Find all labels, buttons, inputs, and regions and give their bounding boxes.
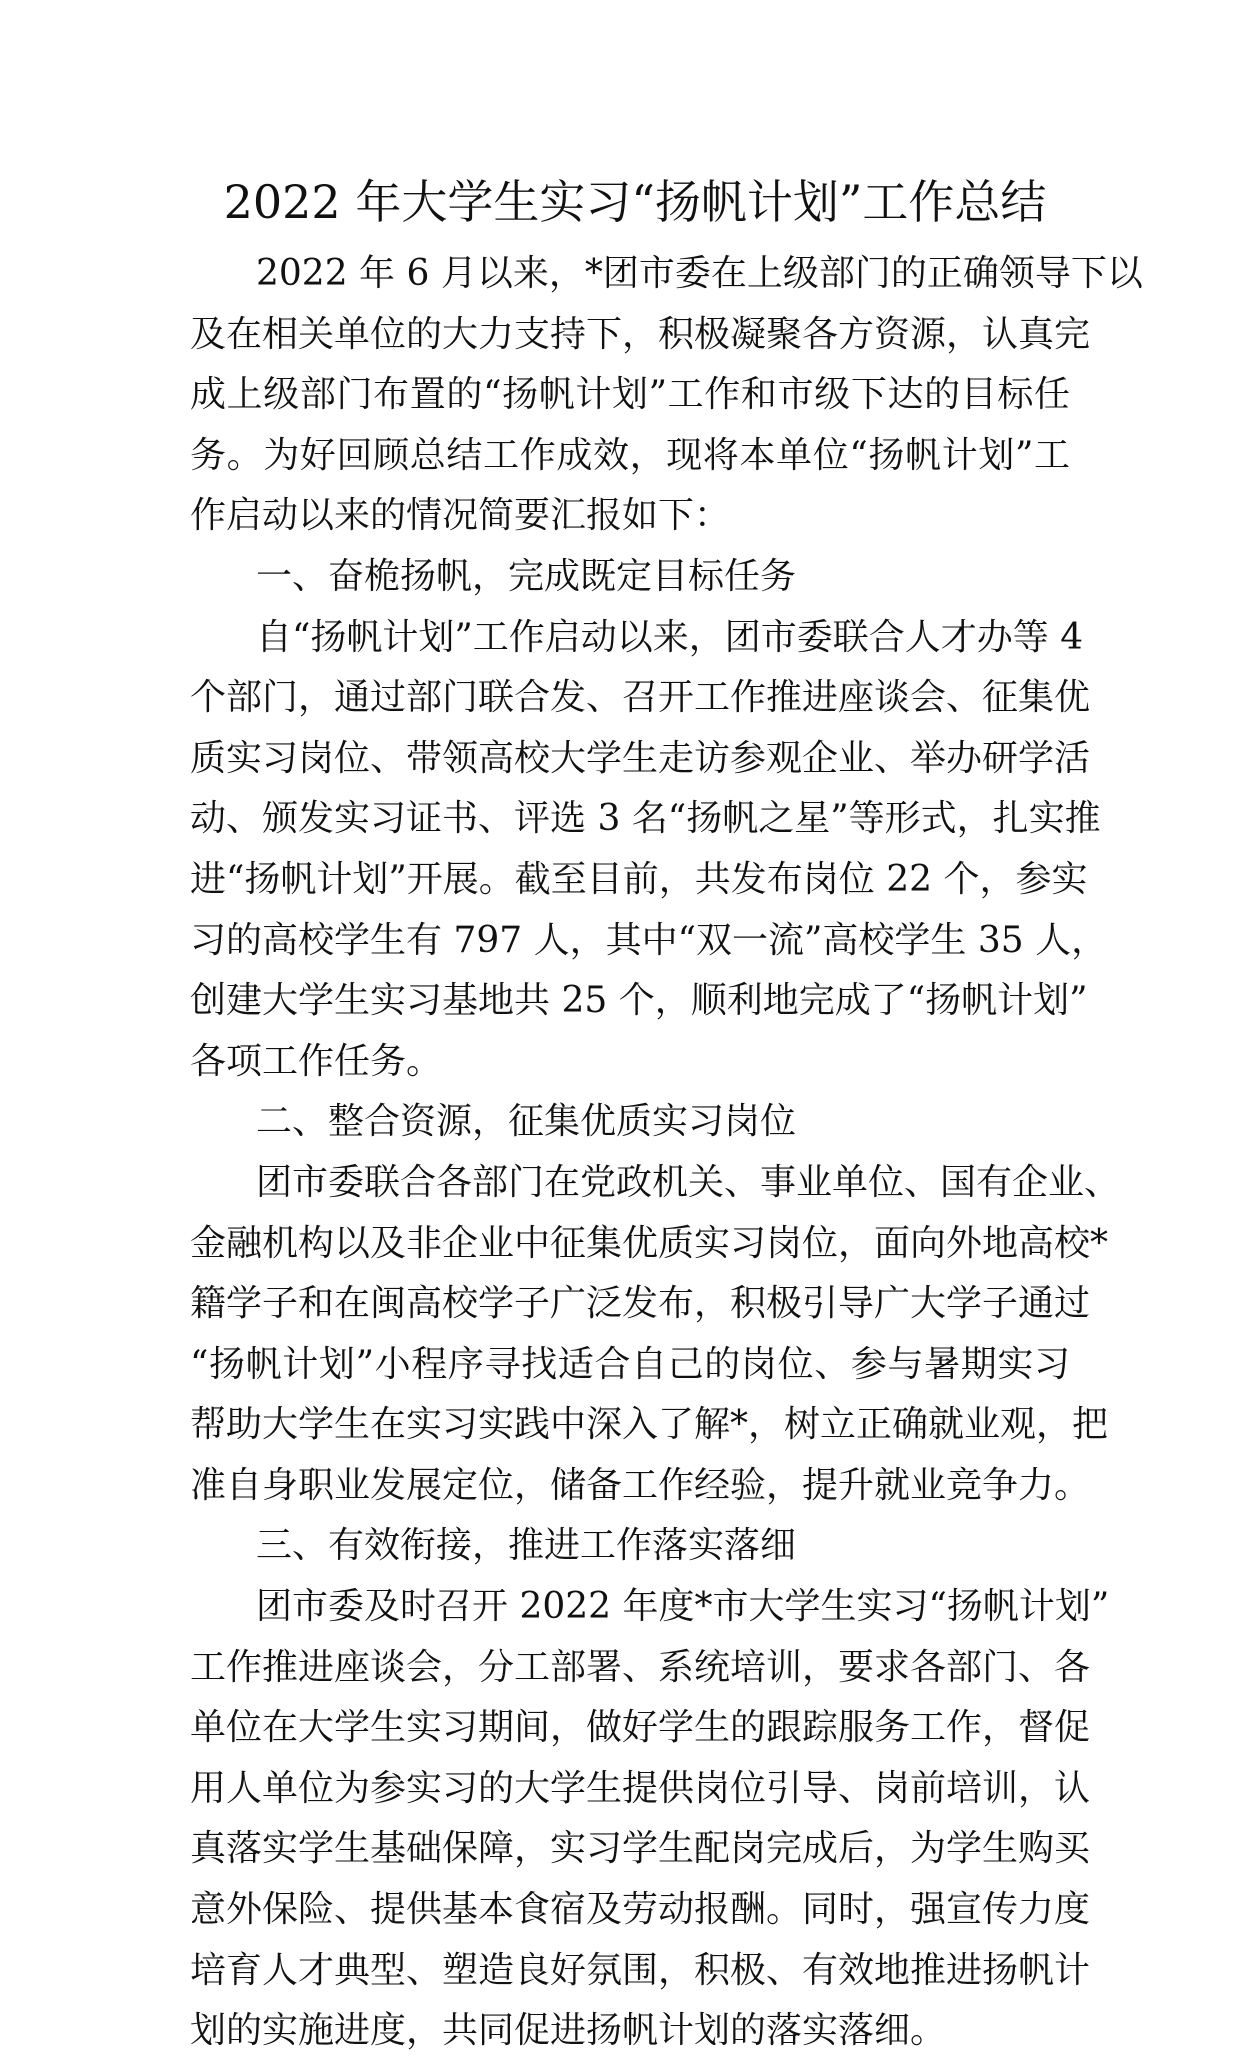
document-title: 2022 年大学生实习“扬帆计划”工作总结 <box>223 175 1047 229</box>
paragraph-line: 动、颁发实习证书、评选 3 名“扬帆之星”等形式，扎实推 <box>190 798 1101 840</box>
paragraph-line: 准自身职业发展定位，储备工作经验，提升就业竞争力。 <box>190 1464 1091 1506</box>
paragraph-line: 真落实学生基础保障，实习学生配岗完成后，为学生购买 <box>190 1828 1091 1870</box>
paragraph-line: 及在相关单位的大力支持下，积极凝聚各方资源，认真完 <box>190 313 1091 355</box>
paragraph-line: 进“扬帆计划”开展。截至目前，共发布岗位 22 个，参实 <box>190 858 1088 900</box>
paragraph-line: “扬帆计划”小程序寻找适合自己的岗位、参与暑期实习 <box>190 1343 1070 1385</box>
paragraph-line: 自“扬帆计划”工作启动以来，团市委联合人才办等 4 <box>256 616 1084 658</box>
document-body <box>190 244 1143 2062</box>
paragraph-line: 团市委及时召开 2022 年度*市大学生实习“扬帆计划” <box>256 1586 1110 1628</box>
paragraph-line: 务。为好回顾总结工作成效，现将本单位“扬帆计划”工 <box>190 434 1070 476</box>
paragraph-line: 单位在大学生实习期间，做好学生的跟踪服务工作，督促 <box>190 1707 1091 1749</box>
paragraph-line: 帮助大学生在实习实践中深入了解*，树立正确就业观，把 <box>190 1404 1109 1446</box>
paragraph-line: 团市委联合各部门在党政机关、事业单位、国有企业、 <box>256 1161 1121 1203</box>
paragraph-line: 2022 年 6 月以来，*团市委在上级部门的正确领导下以 <box>256 253 1143 294</box>
paragraph-line: 习的高校学生有 797 人，其中“双一流”高校学生 35 人， <box>190 919 1108 961</box>
paragraph-line: 成上级部门布置的“扬帆计划”工作和市级下达的目标任 <box>190 374 1070 416</box>
document-page <box>190 160 1143 2062</box>
paragraph-line: 划的实施进度，共同促进扬帆计划的落实落细。 <box>190 2010 947 2052</box>
paragraph-line: 用人单位为参实习的大学生提供岗位引导、岗前培训，认 <box>190 1767 1091 1809</box>
paragraph-line: 培育人才典型、塑造良好氛围，积极、有效地推进扬帆计 <box>190 1949 1091 1991</box>
paragraph-line: 金融机构以及非企业中征集优质实习岗位，面向外地高校* <box>190 1222 1109 1264</box>
paragraph-line: 质实习岗位、带领高校大学生走访参观企业、举办研学活 <box>190 737 1091 779</box>
paragraph-line: 各项工作任务。 <box>190 1040 443 1082</box>
paragraph-line: 作启动以来的情况简要汇报如下： <box>190 495 731 537</box>
section-heading: 三、有效衔接，推进工作落实落细 <box>256 1525 797 1567</box>
paragraph-line: 创建大学生实习基地共 25 个，顺利地完成了“扬帆计划” <box>190 980 1088 1022</box>
paragraph-line: 意外保险、提供基本食宿及劳动报酬。同时，强宣传力度 <box>190 1889 1091 1931</box>
section-heading: 一、奋桅扬帆，完成既定目标任务 <box>256 555 797 597</box>
paragraph-line: 籍学子和在闽高校学子广泛发布，积极引导广大学子通过 <box>190 1283 1091 1325</box>
paragraph-line: 个部门，通过部门联合发、召开工作推进座谈会、征集优 <box>190 677 1091 719</box>
paragraph-line: 工作推进座谈会，分工部署、系统培训，要求各部门、各 <box>190 1646 1091 1688</box>
section-heading: 二、整合资源，征集优质实习岗位 <box>256 1101 797 1143</box>
